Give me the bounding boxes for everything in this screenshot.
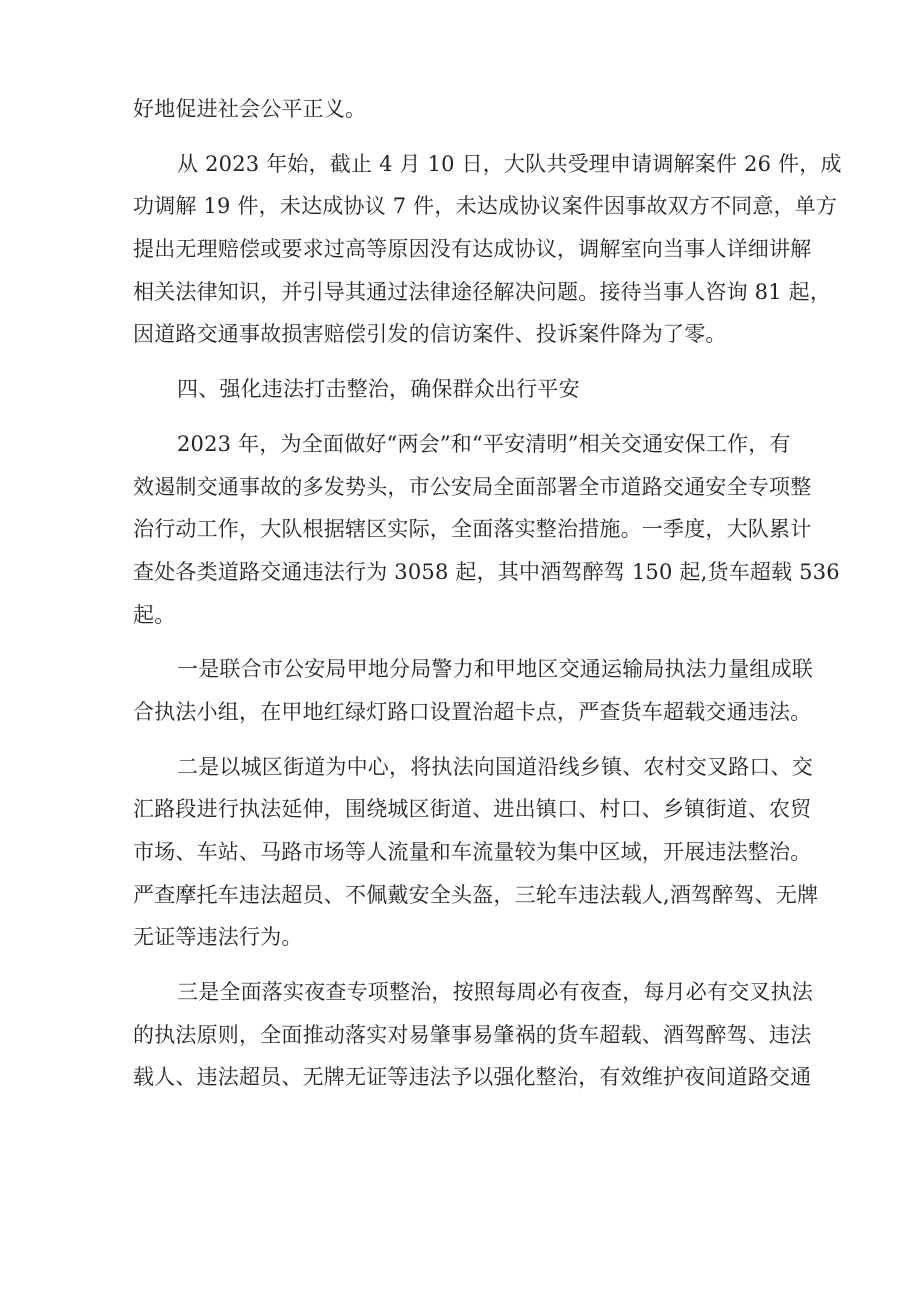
paragraph-2023 [133,423,840,636]
text-line: 一是联合市公安局甲地分局警力和甲地区交通运输局执法力量组成联 [177,657,813,682]
paragraph-gap [133,356,793,368]
paragraph-continuation [133,88,793,131]
text-line: 无证等违法行为。 [133,925,303,950]
text-line: 功调解 19 件，未达成协议 7 件，未达成协议案件因事故双方不同意，单方 [133,194,838,219]
paragraph-third-measure [133,971,813,1099]
text-line: 三是全面落实夜查专项整治，按照每周必有夜查，每月必有交叉执法 [177,980,813,1005]
paragraph-gap [133,734,793,746]
text-line: 汇路段进行执法延伸，围绕城区街道、进出镇口、村口、乡镇街道、农贸 [133,797,812,822]
text-line: 好地促进社会公平正义。 [133,97,367,121]
text-line: 提出无理赔偿或要求过高等原因没有达成协议，调解室向当事人详细讲解 [133,237,812,262]
text-line: 查处各类道路交通违法行为 3058 起，其中酒驾醉驾 150 起,货车超载 536 [133,559,840,584]
text-line: 2023 年，为全面做好“两会”和“平安清明”相关交通安保工作，有 [177,431,791,456]
text-line: 严查摩托车违法超员、不佩戴安全头盔，三轮车违法载人,酒驾醉驾、无牌 [133,882,819,907]
text-line: 相关法律知识，并引导其通过法律途径解决问题。接待当事人咨询 81 起， [133,279,832,304]
heading-line: 四、强化违法打击整治，确保群众出行平安 [177,377,580,402]
text-line: 的执法原则，全面推动落实对易肇事易肇祸的货车超载、酒驾醉驾、违法 [133,1022,812,1047]
text-line: 二是以城区街道为中心，将执法向国道沿线乡镇、农村交叉路口、交 [177,754,813,779]
paragraph-gap [133,959,793,971]
text-line: 起。 [133,602,176,627]
paragraph-gap [133,636,793,648]
paragraph-mediation [133,143,842,356]
paragraph-second-measure [133,746,819,959]
text-line: 因道路交通事故损害赔偿引发的信访案件、投诉案件降为了零。 [133,322,727,347]
text-line: 市场、车站、马路市场等人流量和车流量较为集中区域，开展违法整治。 [133,840,812,864]
text-line: 从 2023 年始，截止 4 月 10 日，大队共受理申请调解案件 26 件，成 [177,151,842,176]
text-line: 效遏制交通事故的多发势头，市公安局全面部署全市道路交通安全专项整 [133,474,812,499]
section-heading [133,368,793,411]
text-line: 治行动工作，大队根据辖区实际，全面落实整治措施。一季度，大队累计 [133,517,812,542]
paragraph-gap [133,131,793,143]
paragraph-gap [133,411,793,423]
text-line: 载人、违法超员、无牌无证等违法予以强化整治，有效维护夜间道路交通 [133,1065,812,1090]
document-body [133,88,842,1099]
text-line: 合执法小组，在甲地红绿灯路口设置治超卡点，严查货车超载交通违法。 [133,699,812,724]
paragraph-first-measure [133,648,813,733]
